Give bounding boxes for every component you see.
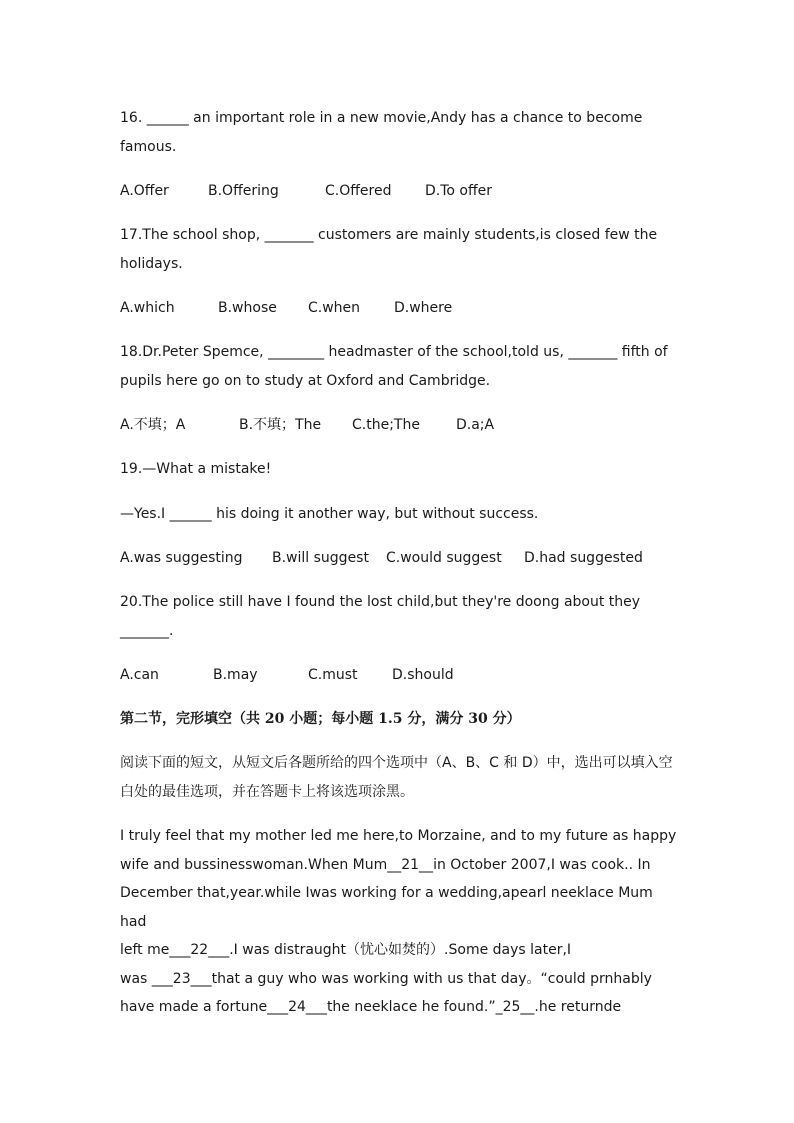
- cloze-passage: [120, 822, 680, 1022]
- answer-options: [120, 294, 680, 322]
- answer-options: [120, 411, 680, 439]
- blank-24: ___24___: [267, 999, 327, 1015]
- section-heading: 第二节，完形填空（共 20 小题；每小题 1.5 分，满分 30 分）: [120, 711, 521, 727]
- question-stem-line: 16. ______ an important role in a new movie,Andy has a chance to become: [120, 110, 643, 126]
- question-20: [120, 588, 680, 689]
- passage-line: [120, 965, 680, 994]
- option-d: D.To offer: [425, 183, 492, 199]
- option-d: D.where: [394, 300, 453, 316]
- passage-text: in October 2007,I was cook.. In: [433, 856, 651, 873]
- passage-text: .I was distraught（忧心如焚的）.Some days later,I: [229, 942, 572, 958]
- instruction-line: 阅读下面的短文，从短文后各题所给的四个选项中（A、B、C 和 D）中，选出可以填入空: [120, 755, 673, 771]
- section-instructions: [120, 749, 680, 806]
- option-b: B.Offering: [208, 183, 279, 199]
- passage-text: .he returnde: [534, 999, 622, 1015]
- question-stem-line: 19.—What a mistake!: [120, 461, 272, 477]
- question-stem-line: holidays.: [120, 255, 183, 272]
- passage-line: I truly feel that my mother led me here,to Morzaine, and to my future as happy: [120, 828, 677, 844]
- blank-21: __21__: [387, 856, 434, 873]
- option-a: A.不填；A: [120, 417, 186, 433]
- option-a: A.which: [120, 300, 175, 316]
- passage-line: [120, 993, 680, 1022]
- passage-text: that a guy who was working with us that day。“could prnhably: [211, 970, 652, 987]
- answer-options: [120, 177, 680, 205]
- passage-text: have made a fortune: [120, 999, 268, 1015]
- option-d: D.had suggested: [524, 550, 643, 566]
- document-page: [120, 104, 680, 1022]
- option-d: D.should: [392, 667, 454, 683]
- question-stem-line: pupils here go on to study at Oxford and Cambridge.: [120, 372, 491, 389]
- question-17: [120, 221, 680, 322]
- question-stem-line: —Yes.I ______ his doing it another way, but without success.: [120, 505, 539, 522]
- option-b: B.whose: [218, 300, 277, 316]
- passage-line: December that,year.while Iwas working for a wedding,apearl neeklace Mum had: [120, 885, 653, 930]
- question-16: [120, 104, 680, 205]
- option-a: A.was suggesting: [120, 550, 243, 566]
- option-c: C.must: [308, 667, 358, 683]
- option-a: A.Offer: [120, 183, 169, 199]
- option-b: B.不填；The: [239, 417, 322, 433]
- passage-line: [120, 936, 680, 965]
- question-stem-line: 18.Dr.Peter Spemce, ________ headmaster of the school,told us, _______ fifth of: [120, 344, 668, 360]
- blank-22: ___22___: [169, 942, 230, 958]
- option-c: C.the;The: [352, 417, 420, 433]
- question-stem-line: 20.The police still have I found the lost child,but they're doong about they: [120, 594, 641, 610]
- option-b: B.may: [213, 667, 258, 683]
- answer-options: [120, 661, 680, 689]
- option-c: C.when: [308, 300, 361, 316]
- question-18: [120, 338, 680, 439]
- question-19: [120, 455, 680, 572]
- blank-25: _25__: [495, 999, 535, 1015]
- option-a: A.can: [120, 667, 159, 683]
- question-stem-line: famous.: [120, 138, 177, 155]
- option-c: C.Offered: [325, 183, 392, 199]
- question-stem-line: _______.: [120, 622, 174, 639]
- option-d: D.a;A: [456, 417, 495, 433]
- option-c: C.would suggest: [386, 550, 502, 566]
- passage-text: was: [120, 970, 148, 987]
- answer-options: [120, 544, 680, 572]
- blank-23: ___23___: [151, 970, 212, 987]
- instruction-line: 白处的最佳选项，并在答题卡上将该选项涂黑。: [120, 783, 414, 800]
- passage-line: [120, 851, 680, 880]
- option-b: B.will suggest: [272, 550, 369, 566]
- question-stem-line: 17.The school shop, _______ customers are mainly students,is closed few the: [120, 227, 658, 243]
- passage-text: left me: [120, 942, 170, 958]
- passage-text: wife and bussinesswoman.When Mum: [120, 856, 388, 873]
- passage-text: the neeklace he found.”: [326, 999, 496, 1015]
